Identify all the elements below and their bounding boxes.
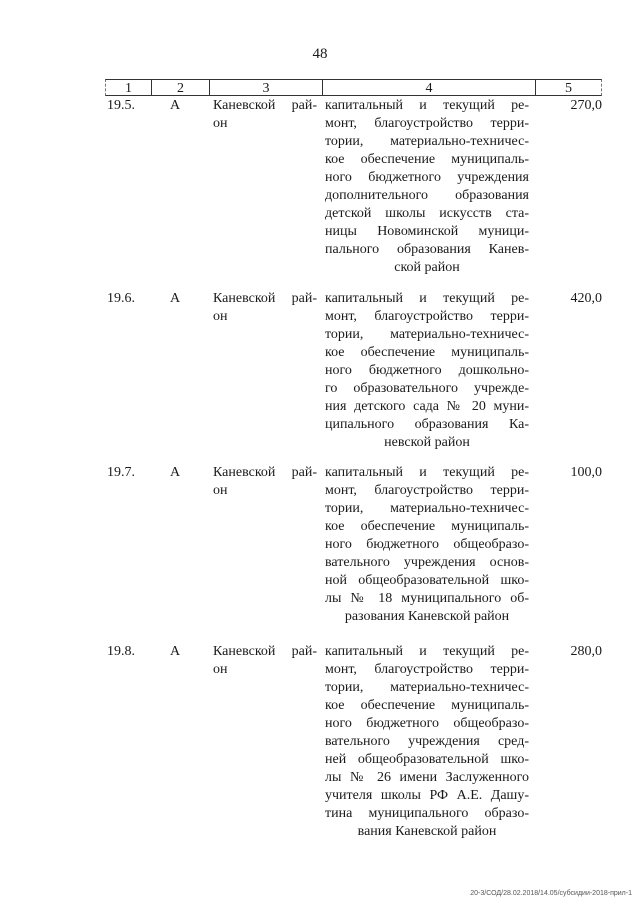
description-line: кое обеспечение муниципаль-: [325, 698, 529, 713]
row-description: [325, 97, 529, 277]
description-line: ного бюджетного дошкольно-: [325, 363, 529, 378]
description-line: монт, благоустройство терри-: [325, 483, 529, 498]
table-row: [105, 97, 602, 282]
row-district: [213, 643, 317, 679]
description-line: лы № 26 имени Заслуженного: [325, 770, 529, 785]
description-line: тории, материально-техничес-: [325, 680, 529, 695]
district-line: Каневской рай-: [213, 644, 317, 659]
row-amount: 270,0: [570, 98, 602, 113]
description-line: ципального образования Ка-: [325, 417, 529, 432]
district-line: Каневской рай-: [213, 465, 317, 480]
description-line: капитальный и текущий ре-: [325, 291, 529, 306]
row-description: [325, 290, 529, 452]
row-number: 19.5.: [107, 98, 135, 113]
description-line: лы № 18 муниципального об-: [325, 591, 529, 606]
description-line: дополнительного образования: [325, 188, 529, 203]
description-line: пального образования Канев-: [325, 242, 529, 257]
description-line: ской район: [394, 260, 460, 275]
description-line: ного бюджетного учреждения: [325, 170, 529, 185]
row-number: 19.8.: [107, 644, 135, 659]
district-line: он: [213, 483, 228, 498]
description-line: капитальный и текущий ре-: [325, 98, 529, 113]
description-line: кое обеспечение муниципаль-: [325, 152, 529, 167]
column-header-1: 1: [125, 81, 132, 96]
document-footer-code: 20-3/СОД/28.02.2018/14.05/субсидии-2018-прил-1: [470, 890, 632, 897]
column-header-2: 2: [151, 80, 209, 95]
description-line: тории, материально-техничес-: [325, 134, 529, 149]
description-line: монт, благоустройство терри-: [325, 662, 529, 677]
description-line: капитальный и текущий ре-: [325, 465, 529, 480]
district-line: он: [213, 116, 228, 131]
district-line: Каневской рай-: [213, 291, 317, 306]
table-header: [105, 79, 602, 96]
row-number: 19.7.: [107, 465, 135, 480]
description-line: ного бюджетного общеобразо-: [325, 716, 529, 731]
district-line: он: [213, 309, 228, 324]
row-number: 19.6.: [107, 291, 135, 306]
row-district: [213, 464, 317, 500]
description-line: монт, благоустройство терри-: [325, 116, 529, 131]
table-row: [105, 290, 602, 460]
description-line: тории, материально-техничес-: [325, 501, 529, 516]
description-line: кое обеспечение муниципаль-: [325, 519, 529, 534]
description-line: ной общеобразовательной шко-: [325, 573, 529, 588]
district-line: Каневской рай-: [213, 98, 317, 113]
table-row: [105, 643, 602, 843]
table-row: [105, 464, 602, 639]
row-amount: 420,0: [570, 291, 602, 306]
row-district: [213, 290, 317, 326]
district-line: он: [213, 662, 228, 677]
row-category: А: [170, 291, 181, 306]
description-line: ней общеобразовательной шко-: [325, 752, 529, 767]
description-line: учителя школы РФ А.Е. Дашу-: [325, 788, 529, 803]
description-line: монт, благоустройство терри-: [325, 309, 529, 324]
row-description: [325, 643, 529, 841]
description-line: вательного учреждения основ-: [325, 555, 529, 570]
description-line: разования Каневской район: [344, 609, 510, 624]
row-description: [325, 464, 529, 626]
description-line: кое обеспечение муниципаль-: [325, 345, 529, 360]
row-category: А: [170, 465, 181, 480]
description-line: вательного учреждения сред-: [325, 734, 529, 749]
row-amount: 280,0: [570, 644, 602, 659]
description-line: детской школы искусств ста-: [325, 206, 529, 221]
description-line: ницы Новоминской муници-: [325, 224, 529, 239]
row-amount: 100,0: [570, 465, 602, 480]
description-line: капитальный и текущий ре-: [325, 644, 529, 659]
description-line: вания Каневской район: [357, 824, 497, 839]
description-line: тории, материально-техничес-: [325, 327, 529, 342]
row-category: А: [170, 98, 181, 113]
column-header-4: 4: [322, 80, 535, 95]
row-district: [213, 97, 317, 133]
description-line: го образовательного учрежде-: [325, 381, 529, 396]
description-line: тина муниципального образо-: [325, 806, 529, 821]
column-header-3: 3: [209, 80, 322, 95]
description-line: ния детского сада № 20 муни-: [325, 399, 529, 414]
row-category: А: [170, 644, 181, 659]
column-header-5: 5: [535, 80, 601, 95]
page-number: 48: [312, 46, 328, 62]
description-line: невской район: [384, 435, 470, 450]
description-line: ного бюджетного общеобразо-: [325, 537, 529, 552]
